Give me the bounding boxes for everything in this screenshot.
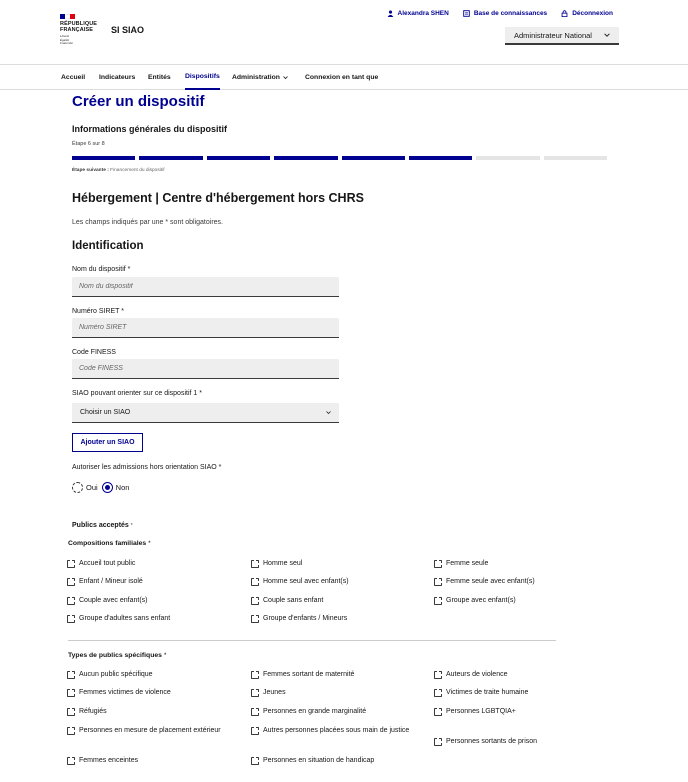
- stepper-title: Informations générales du dispositif: [72, 124, 228, 134]
- logo-line: RÉPUBLIQUE: [60, 21, 98, 27]
- next-step-prefix: Étape suivante :: [72, 168, 109, 173]
- checkbox-compo[interactable]: [251, 596, 323, 605]
- section-identification: Identification: [72, 240, 144, 252]
- checkbox-type[interactable]: [434, 737, 537, 746]
- flag-icon: [60, 14, 75, 19]
- nav-label: Accueil: [61, 74, 86, 81]
- finess-input[interactable]: [72, 359, 339, 379]
- admissions-radio-group: [72, 482, 129, 493]
- checkbox-box: [251, 689, 259, 697]
- checkbox-box: [67, 708, 75, 716]
- publics-title-text: Publics acceptés: [72, 522, 129, 529]
- checkbox-box: [251, 708, 259, 716]
- nav-item-accueil[interactable]: [61, 65, 85, 90]
- checkbox-compo[interactable]: [251, 559, 302, 568]
- nav-label: Dispositifs: [185, 73, 220, 80]
- required-star: *: [148, 540, 151, 547]
- types-label-text: Types de publics spécifiques: [68, 652, 162, 659]
- checkbox-label: Homme seul avec enfant(s): [263, 578, 349, 585]
- checkbox-label: Autres personnes placées sous main de justice: [263, 727, 410, 734]
- checkbox-type[interactable]: [251, 756, 374, 765]
- main-nav: [0, 64, 688, 90]
- lock-icon: [561, 10, 568, 17]
- checkbox-label: Aucun public spécifique: [79, 671, 153, 678]
- next-step-value: Financement du dispositif: [110, 168, 165, 173]
- nav-item-entites[interactable]: [148, 65, 171, 90]
- radio-non[interactable]: [102, 482, 130, 493]
- user-link[interactable]: [387, 10, 449, 17]
- stepper-segment: [409, 156, 472, 160]
- radio-label: Oui: [86, 483, 98, 492]
- checkbox-box: [251, 757, 259, 765]
- next-step: [72, 168, 165, 173]
- checkbox-label: Femmes enceintes: [79, 757, 139, 764]
- nav-label: Connexion en tant que: [305, 74, 379, 81]
- checkbox-type[interactable]: [67, 756, 138, 765]
- checkbox-type[interactable]: [251, 707, 366, 716]
- compositions-label: [68, 540, 151, 547]
- checkbox-box: [67, 560, 75, 568]
- add-siao-button[interactable]: Ajouter un SIAO: [72, 433, 143, 452]
- checkbox-label: Auteurs de violence: [446, 671, 508, 678]
- header-tools: [387, 10, 613, 17]
- checkbox-label: Personnes en grande marginalité: [263, 708, 367, 715]
- checkbox-compo[interactable]: [67, 577, 143, 586]
- knowledge-base-link[interactable]: [463, 10, 547, 17]
- radio-circle-selected: [102, 482, 113, 493]
- stepper-segment: [274, 156, 337, 160]
- name-label: Nom du dispositif *: [72, 266, 131, 273]
- required-star: *: [163, 652, 167, 659]
- checkbox-label: Couple avec enfant(s): [79, 597, 148, 604]
- checkbox-box: [67, 578, 75, 586]
- checkbox-compo[interactable]: [251, 577, 349, 586]
- nav-label: Indicateurs: [99, 74, 136, 81]
- radio-circle: [72, 482, 83, 493]
- radio-oui[interactable]: [72, 482, 98, 493]
- checkbox-type[interactable]: [67, 707, 107, 716]
- checkbox-type[interactable]: [434, 688, 528, 697]
- nav-label: Administration: [232, 74, 280, 81]
- motto-line: Égalité: [60, 37, 70, 42]
- role-select-value: Administrateur National: [514, 30, 592, 40]
- checkbox-compo[interactable]: [67, 614, 170, 623]
- checkbox-compo[interactable]: [251, 614, 347, 623]
- divider: [68, 640, 556, 641]
- dispositif-type-heading: Hébergement | Centre d'hébergement hors CHRS: [72, 191, 364, 205]
- checkbox-label: Enfant / Mineur isolé: [79, 578, 143, 585]
- required-note: Les champs indiqués par une * sont obligatoires.: [72, 219, 223, 226]
- stepper-segment: [342, 156, 405, 160]
- stepper-segment: [72, 156, 135, 160]
- checkbox-label: Femme seule: [446, 560, 489, 567]
- checkbox-box: [434, 738, 442, 746]
- checkbox-box: [67, 597, 75, 605]
- checkbox-compo[interactable]: [434, 577, 535, 586]
- republique-francaise-logo[interactable]: [60, 14, 96, 46]
- checkbox-compo[interactable]: [434, 559, 488, 568]
- checkbox-box: [67, 671, 75, 679]
- checkbox-box: [67, 615, 75, 623]
- user-name: Alexandra SHEN: [397, 10, 449, 17]
- chevron-down-icon: [326, 410, 331, 415]
- checkbox-label: Personnes en situation de handicap: [263, 757, 375, 764]
- checkbox-label: Homme seul: [263, 560, 303, 567]
- stepper-segment: [544, 156, 607, 160]
- stepper-segment: [139, 156, 202, 160]
- knowledge-base-label: Base de connaissances: [473, 10, 548, 17]
- header: [0, 0, 688, 64]
- logout-link[interactable]: [561, 10, 613, 17]
- checkbox-label: Réfugiés: [79, 708, 107, 715]
- checkbox-type[interactable]: [67, 726, 227, 735]
- checkbox-label: Femmes victimes de violence: [79, 689, 171, 696]
- siret-label: Numéro SIRET *: [72, 308, 124, 315]
- checkbox-box: [251, 578, 259, 586]
- checkbox-compo[interactable]: [434, 596, 516, 605]
- nav-item-administration[interactable]: [232, 65, 288, 90]
- checkbox-type[interactable]: [434, 707, 516, 716]
- publics-title: [72, 522, 133, 529]
- checkbox-label: Groupe d'adultes sans enfant: [79, 615, 171, 622]
- checkbox-compo[interactable]: [67, 596, 147, 605]
- motto-line: Fraternité: [60, 41, 73, 45]
- checkbox-type[interactable]: [251, 688, 286, 697]
- checkbox-label: Personnes sortants de prison: [446, 738, 538, 745]
- page-title: Créer un dispositif: [72, 93, 205, 110]
- checkbox-box: [251, 615, 259, 623]
- checkbox-label: Accueil tout public: [79, 560, 136, 567]
- checkbox-box: [434, 689, 442, 697]
- chevron-down-icon: [283, 75, 288, 80]
- siao-select-value: Choisir un SIAO: [80, 409, 131, 416]
- step-label: Étape 6 sur 8: [72, 141, 105, 147]
- role-select[interactable]: [505, 27, 619, 45]
- checkbox-box: [251, 560, 259, 568]
- checkbox-box: [251, 671, 259, 679]
- motto-line: Liberté: [60, 34, 70, 38]
- checkbox-box: [67, 689, 75, 697]
- book-icon: [463, 10, 470, 17]
- checkbox-box: [251, 727, 259, 735]
- checkbox-label: Couple sans enfant: [263, 597, 324, 604]
- nav-label: Entités: [148, 74, 171, 81]
- logout-label: Déconnexion: [572, 10, 613, 17]
- checkbox-type[interactable]: [67, 688, 171, 697]
- chevron-down-icon: [604, 32, 610, 38]
- checkbox-label: Groupe avec enfant(s): [446, 597, 516, 604]
- motto: [60, 35, 96, 46]
- checkbox-label: Femmes sortant de maternité: [263, 671, 355, 678]
- types-label: [68, 652, 166, 659]
- checkbox-box: [434, 597, 442, 605]
- radio-label: Non: [115, 483, 130, 492]
- checkbox-box: [67, 727, 75, 735]
- logo-line: FRANÇAISE: [60, 27, 93, 33]
- checkbox-label: Groupe d'enfants / Mineurs: [263, 615, 348, 622]
- siao-label: SIAO pouvant orienter sur ce dispositif 1 *: [72, 390, 202, 397]
- checkbox-type[interactable]: [251, 670, 354, 679]
- siret-input[interactable]: [72, 318, 339, 338]
- checkbox-label: Femme seule avec enfant(s): [446, 578, 535, 585]
- checkbox-type[interactable]: [251, 726, 421, 735]
- service-name[interactable]: SI SIAO: [111, 25, 145, 35]
- nav-item-dispositifs[interactable]: [185, 65, 220, 90]
- checkbox-compo[interactable]: [67, 559, 135, 568]
- stepper-segment: [476, 156, 539, 160]
- checkbox-type[interactable]: [67, 670, 153, 679]
- stepper-bars: [72, 156, 607, 160]
- checkbox-box: [434, 560, 442, 568]
- nav-item-connexion[interactable]: [305, 65, 378, 90]
- siao-select[interactable]: [72, 403, 339, 423]
- compositions-label-text: Compositions familiales: [68, 540, 147, 547]
- user-icon: [387, 10, 394, 17]
- checkbox-label: Victimes de traite humaine: [446, 689, 529, 696]
- admissions-label: Autoriser les admissions hors orientation SIAO *: [72, 464, 222, 471]
- checkbox-box: [251, 597, 259, 605]
- stepper-segment: [207, 156, 270, 160]
- nav-item-indicateurs[interactable]: [99, 65, 135, 90]
- name-input[interactable]: [72, 277, 339, 297]
- checkbox-type[interactable]: [434, 670, 507, 679]
- checkbox-box: [67, 757, 75, 765]
- publics-title-mark: *: [130, 523, 133, 529]
- checkbox-label: Personnes LGBTQIA+: [446, 708, 516, 715]
- checkbox-label: Jeunes: [263, 689, 286, 696]
- checkbox-label: Personnes en mesure de placement extérieur: [79, 727, 221, 734]
- checkbox-box: [434, 708, 442, 716]
- checkbox-box: [434, 578, 442, 586]
- checkbox-box: [434, 671, 442, 679]
- finess-label: Code FINESS: [72, 349, 116, 356]
